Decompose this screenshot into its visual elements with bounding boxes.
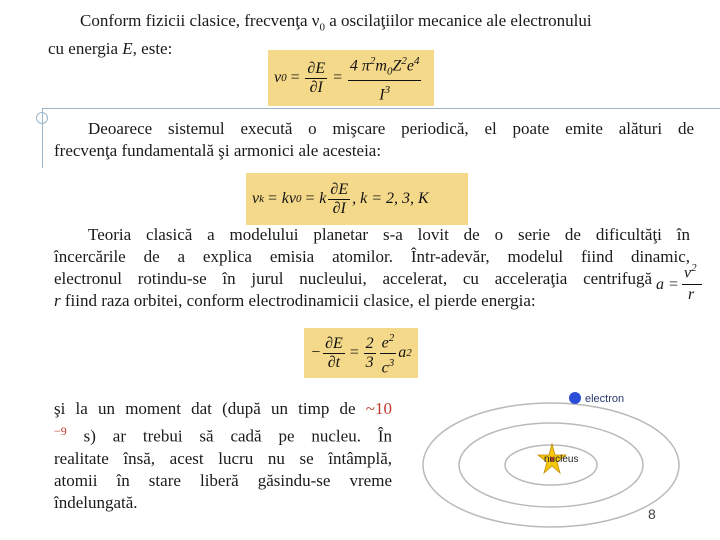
decorative-circle [36,112,48,124]
electron-dot [569,392,581,404]
orbit-diagram [420,385,682,530]
formula-energy-loss: − $\frac{\partial E}{\partial t}$ = $\frac{2}{3}$ $\frac{e^2}{c^3}$ a 2 [304,328,418,378]
paragraph-1: Conform fizicii clasice, frecvenţa $\nu_0$ a oscilaţiilor mecanice ale electronului cu energia E, este: [48,11,592,59]
electron-label: electron [585,393,625,405]
page-number: 8 [648,506,656,522]
paragraph-3: Teoria clasică a modelului planetar s-a lovit de o serie de dificultăţi în încercările de a explica emisia atomilor. Într-adevăr, modelul fiind dinamic, electronul rotindu-se în jurul nucleului, accelerat, cu acceleraţia centrifugă r fiind raza orbitei, conform electrodinamicii clasice, el pierde energia: [54,225,690,310]
p1-text: Conform fizicii clasice, frecvenţa ν [80,11,320,30]
fraction-dE-dI-2: $\frac{\partial E}{\partial I}$ [330,180,349,217]
decorative-rule [42,108,720,109]
paragraph-2: Deoarece sistemul execută o mişcare periodică, el poate emite alături de frecvenţa fundamentală şi armonici ale acesteia: [54,119,694,160]
nucleus-label: nucleus [544,454,579,465]
paragraph-4: şi la un moment dat (după un timp de ~10 $^{-9}$ s) ar trebui să cadă pe nucleu. În realitate însă, acest lucru nu se întâmplă, atomii în stare liberă găsindu-se vreme îndelungată. [54,399,392,512]
fraction-dE-dI: $\frac{\partial E}{\partial I}$ [307,59,326,96]
atom-orbit-figure [420,385,682,530]
formula-frequency: ν 0 = $\frac{\partial E}{\partial I}$ = $\frac{4 \pi^2m_0Z^2e^4}{I^3}$ [268,50,434,106]
fraction-energy: $\frac{4 \pi^2m_0Z^2e^4}{I^3}$ [348,52,422,105]
formula-harmonics: ν k = kν 0 = k $\frac{\partial E}{\partial I}$ , k = 2, 3, K [246,173,468,225]
